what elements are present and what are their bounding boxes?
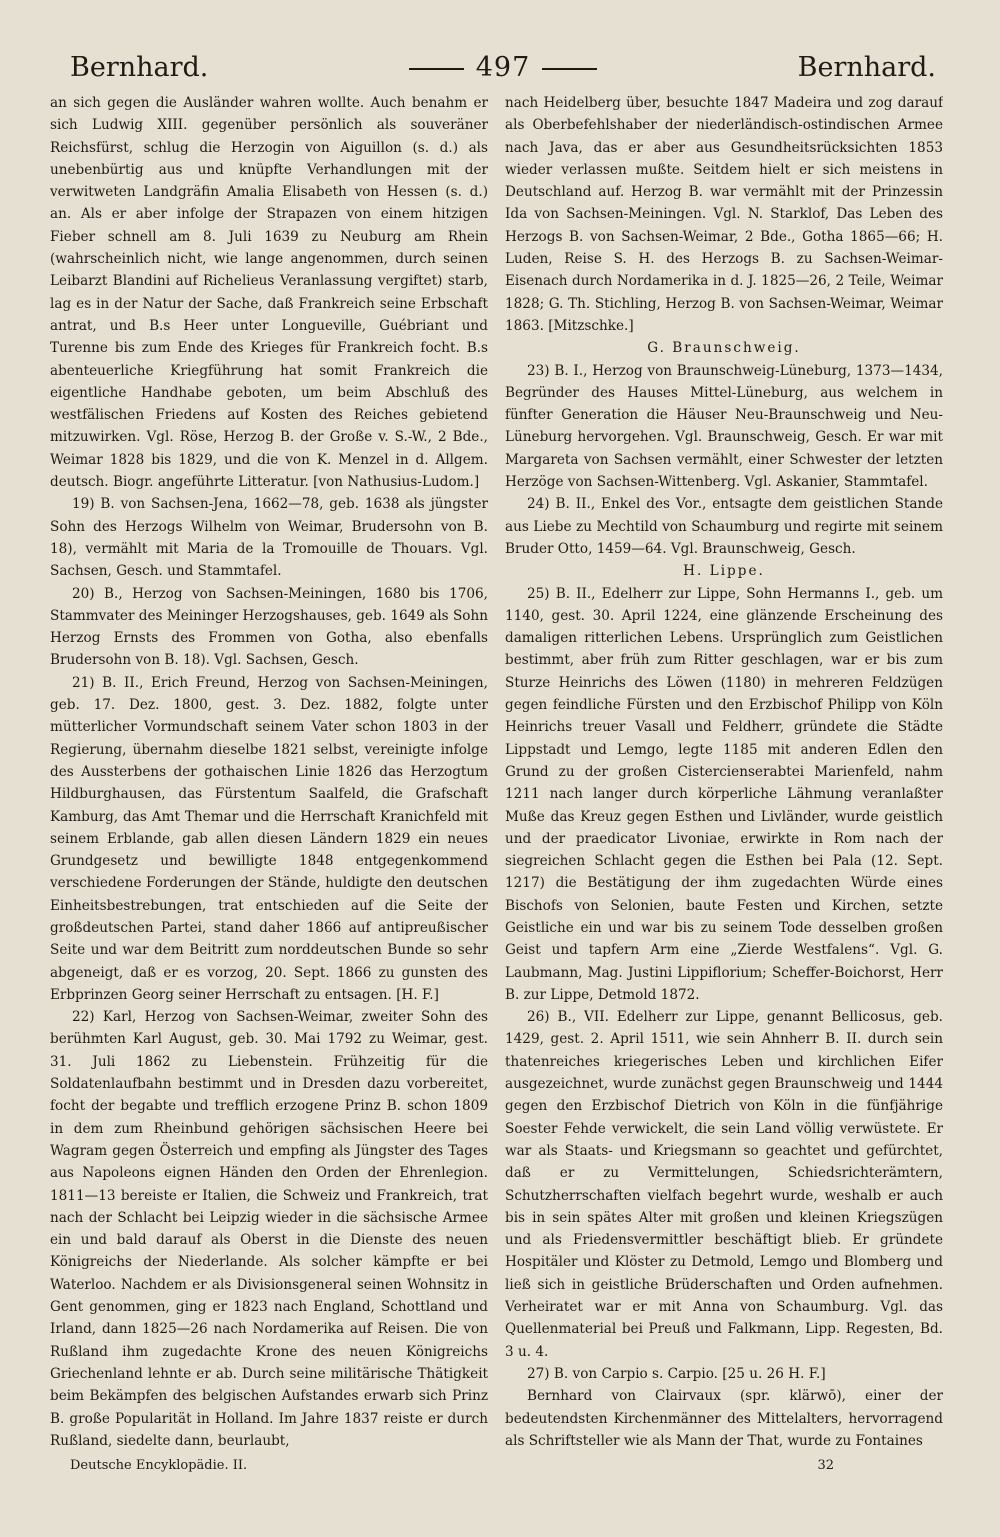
entry-paragraph: 22) Karl, Herzog von Sachsen-Weimar, zweiter Sohn des berühmten Karl August, geb. 30. Mai 1792 zu Weimar, gest. 31. Juli 1862 zu Liebenstein. Frühzeitig für die Soldatenlaufbahn bestimmt und in Dresden dazu vorbereitet, focht der begabte und trefflich erzogene Prinz B. schon 1809 in dem zum Rheinbund gehörigen sächsischen Heere bei Wagram gegen Österreich und empfing als Jüngster des Tages aus Napoleons eignen Händen den Orden der Ehrenlegion. 1811—13 bereiste er Italien, die Schweiz und Frankreich, trat nach der Schlacht bei Leipzig wieder in die sächsische Armee ein und bald darauf als Oberst in die Dienste des neuen Königreichs der Niederlande. Als solcher kämpfte er bei Waterloo. Nachdem er als Divisionsgeneral seinen Wohnsitz in Gent genommen, ging er 1823 nach England, Schottland und Irland, dann 1825—26 nach Nordamerika auf Reisen. Die von Rußland ihm zugedachte Krone des neuen Königreichs Griechenland lehnte er ab. Durch seine militärische Thätigkeit beim Bekämpfen des belgischen Aufstandes erwarb sich Prinz B. große Popularität in Holland. Im Jahre 1837 reiste er durch Rußland, siedelte dann, beurlaubt, [50, 1009, 488, 1447]
footer-signature-mark: 32 [817, 1458, 834, 1473]
section-heading: H. Lippe. [683, 563, 765, 580]
header-right-keyword: Bernhard. [797, 52, 936, 83]
page-number: 497 [475, 52, 531, 83]
footer-imprint: Deutsche Encyklopädie. II. [70, 1458, 248, 1473]
entry-paragraph: Bernhard von Clairvaux (spr. klärwō), einer der bedeutendsten Kirchenmänner des Mittelalters, hervorragend als Schriftsteller wie als Mann der That, wurde zu Fontaines [505, 1388, 943, 1447]
left-text-column [50, 92, 488, 1447]
running-header [70, 50, 936, 86]
section-heading: G. Braunschweig. [647, 340, 801, 357]
entry-paragraph: 20) B., Herzog von Sachsen-Meiningen, 1680 bis 1706, Stammvater des Meininger Herzogshauses, geb. 1649 als Sohn Herzog Ernsts des Frommen von Gotha, also ebenfalls Brudersohn von B. 18). Vgl. Sachsen, Gesch. [50, 585, 488, 669]
entry-paragraph: 21) B. II., Erich Freund, Herzog von Sachsen-Meiningen, geb. 17. Dez. 1800, gest. 3. Dez. 1882, folgte unter mütterlicher Vormundschaft seinem Vater schon 1803 in der Regierung, übernahm dieselbe 1821 selbst, vereinigte infolge des Aussterbens der gothaischen Linie 1826 das Herzogtum Hildburghausen, das Fürstentum Saalfeld, die Grafschaft Kamburg, das Amt Themar und die Herrschaft Kranichfeld mit seinem Erblande, gab allen diesen Ländern 1829 ein neues Grundgesetz und bewilligte 1848 entgegenkommend verschiedene Forderungen der Stände, huldigte den deutschen Einheitsbestrebungen, trat entschieden auf die Seite der großdeutschen Partei, stand daher 1866 auf antipreußischer Seite und war dem Beitritt zum norddeutschen Bunde so sehr abgeneigt, daß er es vorzog, 20. Sept. 1866 zu gunsten des Erbprinzen Georg seiner Herrschaft zu entsagen. [H. F.] [50, 674, 488, 1003]
entry-paragraph: 23) B. I., Herzog von Braunschweig-Lüneburg, 1373—1434, Begründer des Hauses Mittel-Lüneburg, aus welchem in fünfter Generation die Häuser Neu-Braunschweig und Neu-Lüneburg hervorgehen. Vgl. Braunschweig, Gesch. Er war mit Margareta von Sachsen vermählt, einer Schwester der letzten Herzöge von Sachsen-Wittenberg. Vgl. Askanier, Stammtafel. [505, 362, 943, 491]
header-rule-right [542, 68, 597, 70]
entry-paragraph: 27) B. von Carpio s. Carpio. [25 u. 26 H. F.] [527, 1365, 826, 1382]
page-footer [70, 1455, 936, 1477]
entry-paragraph: 24) B. II., Enkel des Vor., entsagte dem geistlichen Stande aus Liebe zu Mechtild von Schaumburg und regirte mit seinem Bruder Otto, 1459—64. Vgl. Braunschweig, Gesch. [505, 496, 943, 557]
right-text-column [505, 92, 943, 1447]
paragraph-continuation: an sich gegen die Ausländer wahren wollte. Auch benahm er sich Ludwig XIII. gegenüber persönlich als souveräner Reichsfürst, schlug die Herzogin von Aiguillon (s. d.) als unebenbürtig aus und knüpfte Verhandlungen mit der verwitweten Landgräfin Amalia Elisabeth von Hessen (s. d.) an. Als er aber infolge der Strapazen von einem hitzigen Fieber schnell am 8. Juli 1639 zu Neuburg am Rhein (wahrscheinlich nicht, wie lange angenommen, durch seinen Leibarzt Blandini auf Richelieus Veranlassung vergiftet) starb, lag es in der Natur der Sache, daß Frankreich seine Erbschaft antrat, und B.s Heer unter Longueville, Guébriant und Turenne bis zum Ende des Krieges für Frankreich focht. B.s abenteuerliche Kriegführung hat somit Frankreich die eigentliche Handhabe geboten, um beim Abschluß des westfälischen Friedens auf Kosten des Reiches gebietend mitzuwirken. Vgl. Röse, Herzog B. der Große v. S.-W., 2 Bde., Weimar 1828 bis 1829, und die von K. Menzel in d. Allgem. deutsch. Biogr. angeführte Litteratur. [von Nathusius-Ludom.] [50, 95, 488, 491]
paragraph-continuation: nach Heidelberg über, besuchte 1847 Madeira und zog darauf als Oberbefehlshaber der niederländisch-ostindischen Armee nach Java, das er aber aus Gesundheitsrücksichten 1853 wieder verlassen mußte. Seitdem hielt er sich meistens in Deutschland auf. Herzog B. war vermählt mit der Prinzessin Ida von Sachsen-Meiningen. Vgl. N. Starklof, Das Leben des Herzogs B. von Sachsen-Weimar, 2 Bde., Gotha 1865—66; H. Luden, Reise S. H. des Herzogs B. zu Sachsen-Weimar-Eisenach durch Nordamerika in d. J. 1825—26, 2 Teile, Weimar 1828; G. Th. Stichling, Herzog B. von Sachsen-Weimar, Weimar 1863. [Mitzschke.] [505, 95, 943, 334]
header-left-keyword: Bernhard. [70, 52, 209, 83]
header-rule-left [409, 68, 464, 70]
entry-paragraph: 19) B. von Sachsen-Jena, 1662—78, geb. 1638 als jüngster Sohn des Herzogs Wilhelm von Weimar, Brudersohn von B. 18), vermählt mit Maria de la Tromouille de Thouars. Vgl. Sachsen, Gesch. und Stammtafel. [50, 496, 488, 580]
entry-paragraph: 25) B. II., Edelherr zur Lippe, Sohn Hermanns I., geb. um 1140, gest. 30. April 1224, eine glänzende Erscheinung des damaligen ritterlichen Lebens. Ursprünglich zum Geistlichen bestimmt, aber früh zum Ritter geschlagen, war er bis zum Sturze Heinrichs des Löwen (1180) in mehreren Feldzügen gegen feindliche Fürsten und den Erzbischof Philipp von Köln Heinrichs treuer Vasall und Feldherr, gründete die Städte Lippstadt und Lemgo, legte 1185 mit anderen Edlen den Grund zu der großen Cistercienserabtei Marienfeld, nahm 1211 nach langer durch körperliche Lähmung veranlaßter Muße das Kreuz gegen Esthen und Livländer, wurde geistlich und der praedicator Livoniae, erwirkte in Rom nach der siegreichen Schlacht gegen die Esthen bei Pala (12. Sept. 1217) die Bestätigung der ihm zugedachten Würde eines Bischofs von Selonien, baute Festen und Kirchen, setzte Geistliche ein und war bis zu seinem Tode desselben großen Geist und tapfern Arm eine „Zierde Westfalens“. Vgl. G. Laubmann, Mag. Justini Lippiflorium; Scheffer-Boichorst, Herr B. zur Lippe, Detmold 1872. [505, 585, 943, 1003]
entry-paragraph: 26) B., VII. Edelherr zur Lippe, genannt Bellicosus, geb. 1429, gest. 2. April 1511, wie sein Ahnherr B. II. durch sein thatenreiches kriegerisches Leben und kirchlichen Eifer ausgezeichnet, wurde zunächst gegen Braunschweig und 1444 gegen den Erzbischof Dietrich von Köln in die fünfjährige Soester Fehde verwickelt, die sein Land völlig verwüstete. Er war als Staats- und Kriegsmann so geachtet und gefürchtet, daß er zu Vermittelungen, Schiedsrichterämtern, Schutzherrschaften vielfach begehrt wurde, weshalb er auch bis in sein spätes Alter mit großen und kleinen Kriegszügen und als Friedensvermittler beschäftigt blieb. Er gründete Hospitäler und Klöster zu Detmold, Lemgo und Blomberg und ließ sich in geistliche Brüderschaften und Orden aufnehmen. Verheiratet war er mit Anna von Schaumburg. Vgl. das Quellenmaterial bei Preuß und Falkmann, Lipp. Regesten, Bd. 3 u. 4. [505, 1009, 943, 1360]
